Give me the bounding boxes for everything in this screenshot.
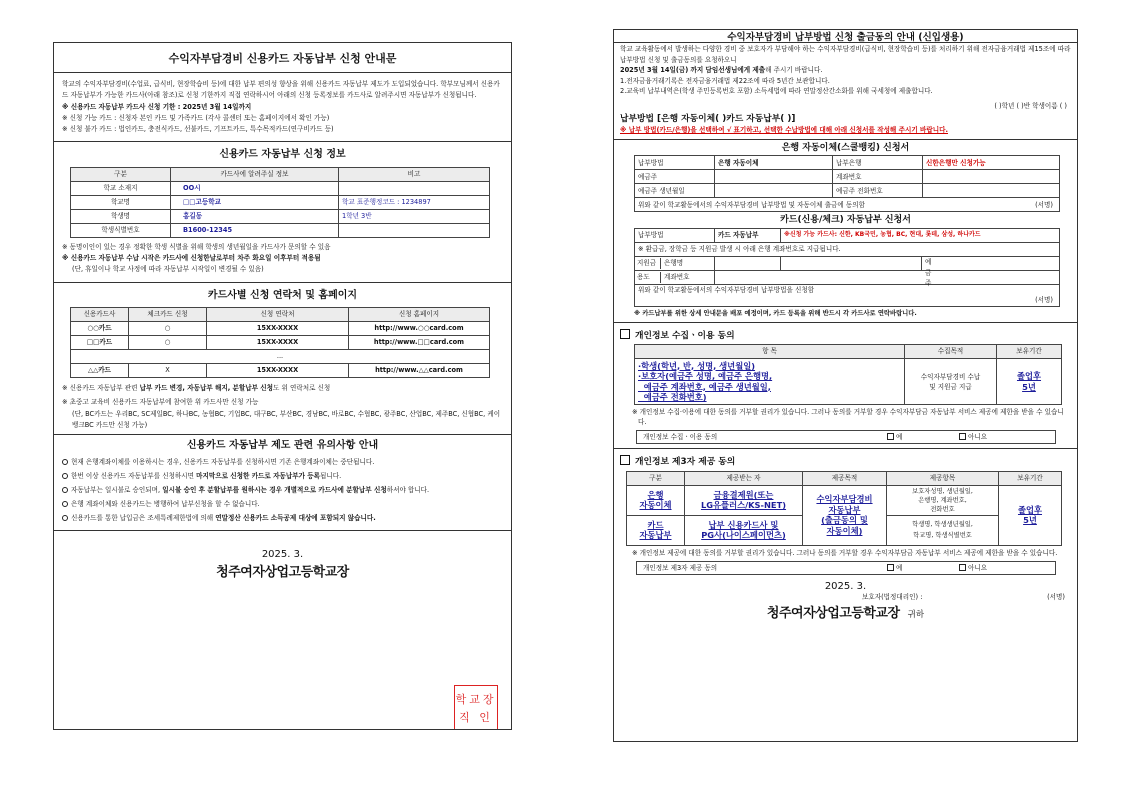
text: 위와 같이 학교활동에서의 수익자부담경비 납부방법을 신청함	[638, 285, 815, 294]
contact-cell: ○	[129, 321, 207, 335]
text: 개인정보 수집ㆍ이용 동의	[635, 330, 735, 341]
bank-label: 예금주 생년월일	[635, 184, 715, 198]
third-header: 제공항목	[887, 471, 999, 485]
privacy-agree-row	[636, 430, 1056, 444]
contact-note3: (단, BC카드는 우리BC, SC제일BC, 하나BC, 농협BC, 기업BC, 대구BC, 부산BC, 경남BC, 바로BC, 수협BC, 광주BC, 산업BC, 제주BC, 신협BC, 케이뱅크BC 카드만 신청 가능)	[72, 409, 501, 429]
table-row	[635, 228, 1060, 242]
text: 됩니다.	[319, 472, 342, 481]
card-label	[635, 270, 715, 284]
third-items: 보호자성명, 생년월일, 은행명, 계좌번호, 전화번호	[887, 485, 999, 515]
guardian-sign[interactable]: (서명)	[1047, 593, 1065, 602]
third-items: 학생명, 학생생년월일, 학교명, 학생식별번호	[887, 515, 999, 545]
contact-link: http://www.□□card.com	[349, 335, 490, 349]
table-row	[635, 198, 1060, 212]
bullet-circle-icon	[62, 473, 68, 479]
left-card-no: ※ 신청 불가 카드 : 법인카드, 충전식카드, 선불카드, 기프트카드, 특수목적카드(연구비카드 등)	[62, 125, 334, 134]
info-note3: (단, 휴일이나 학교 사정에 따라 자동납부 시작일이 변경될 수 있음)	[72, 265, 264, 274]
left-intro: 학교의 수익자부담경비(수업료, 급식비, 현장학습비 등)에 대한 납부 편의성 향상을 위해 신용카드 자동납부 제도가 도입되었습니다. 학부모님께서 신용카드 자동납부가 가능한 카드사(아래 참조)로 신청 기한까지 직접 연락하시어 아래의 신청 등록정보를 카드사로 알려주시면 자동납부가 신청됩니다.	[62, 80, 500, 100]
table-row	[71, 223, 490, 237]
caution-item	[62, 497, 503, 511]
contact-link: http://www.△△card.com	[349, 363, 490, 377]
info-note: 1학년 3반	[339, 209, 490, 223]
contact-title: 카드사별 신청 연락처 및 홈페이지	[207, 289, 358, 301]
third-kind: 카드 자동납부	[627, 515, 685, 545]
text: 개인정보 제3자 제공 동의	[635, 457, 736, 468]
caution-item	[62, 469, 503, 483]
text: 아니요	[968, 563, 988, 572]
contact-cell: 15XX-XXXX	[207, 321, 349, 335]
text: 은행명	[664, 259, 684, 268]
text: 예금주	[921, 257, 931, 270]
honorific: 귀하	[907, 610, 925, 621]
text: 용도	[635, 272, 661, 283]
third-header: 제공받는 자	[685, 471, 803, 485]
bank-value: 신한은행만 신청가능	[923, 156, 1060, 170]
right-principal-line	[620, 606, 1071, 622]
info-label: 학교 소재지	[71, 181, 171, 195]
third-table	[626, 471, 1062, 546]
card-holder-field[interactable]	[781, 256, 1060, 270]
third-header: 보유기간	[999, 471, 1062, 485]
text: 일시불 승인 후 분할납부를 원하시는 경우 개별적으로 카드사에 분할납부 신청	[162, 486, 387, 495]
contact-link: http://www.○○card.com	[349, 321, 490, 335]
privacy-items: ·학생(학년, 반, 성명, 생년월일) ·보호자(예금주 성명, 예금주 은행명, 예금주 계좌번호, 예금주 생년월일, 예금주 전화번호)	[635, 359, 905, 405]
contact-cell: 15XX-XXXX	[207, 335, 349, 349]
bullet-circle-icon	[62, 487, 68, 493]
table-row	[71, 363, 490, 377]
privacy-period: 졸업후 5년	[997, 359, 1062, 405]
privacy-yes-option[interactable]	[887, 431, 902, 443]
table-row	[627, 485, 1062, 515]
card-bottom-note: ※ 카드납부를 위한 상세 안내문을 배포 예정이며, 카드 등록을 위해 반드시 각 카드사로 연락바랍니다.	[634, 309, 917, 317]
third-header: 구분	[627, 471, 685, 485]
card-bank-field[interactable]	[715, 256, 932, 288]
info-label: 학교명	[71, 195, 171, 209]
third-note: ※ 개인정보 제공에 대한 동의를 거부할 권리가 있습니다. 그러나 동의를 거부할 경우 수익자부담금 자동납부 서비스 제공에 제한을 받을 수 있습니다.	[632, 548, 1058, 557]
third-no-option[interactable]	[959, 562, 987, 574]
third-purpose: 수익자부담경비 자동납부 (출금동의 및 자동이체)	[803, 485, 887, 545]
text: 지원금	[635, 258, 661, 269]
text: 해 주시기 바랍니다.	[765, 66, 823, 75]
right-page	[613, 29, 1078, 742]
left-date: 2025. 3.	[261, 549, 304, 561]
table-row	[635, 242, 1060, 256]
contact-cell: □□카드	[71, 335, 129, 349]
method-warning: ※ 납부 방법(카드/은행)을 선택하여 √ 표기하고, 선택한 수납방법에 대해 아래 신청서를 작성해 주시기 바랍니다.	[620, 126, 948, 135]
privacy-note: ※ 개인정보 수집·이용에 대한 동의를 거부할 권리가 있습니다. 그러나 동의를 거부할 경우 수익자부담금 자동납부 서비스 제공에 제한을 받을 수 있습니다.	[632, 408, 1064, 427]
third-to: 금융결제원(또는 LG유플러스/KS-NET)	[685, 485, 803, 515]
table-row	[635, 359, 1062, 405]
text: 개인정보 제3자 제공 동의	[643, 563, 718, 572]
third-agree-row	[636, 561, 1056, 575]
text: ※ 신용카드 자동납부 관련	[62, 383, 140, 392]
text: 예	[896, 433, 903, 442]
bank-label: 예금주 전화번호	[833, 184, 923, 198]
contact-cell: ○○카드	[71, 321, 129, 335]
privacy-section-title	[620, 329, 1071, 342]
caution-title: 신용카드 자동납부 제도 관련 유의사항 안내	[186, 440, 379, 452]
info-value: B1600-12345	[171, 223, 339, 237]
text: 납부 카드 변경, 자동납부 해지, 분할납부 신청	[139, 383, 274, 392]
info-header: 카드사에 알려주실 정보	[171, 167, 339, 181]
table-row	[71, 209, 490, 223]
info-value: OO시	[171, 181, 339, 195]
right-intro4: 2.교육비 납부내역은(학생 주민등록번호 포함) 소득세법에 따라 연말정산간소화를 위해 국세청에 제출합니다.	[620, 87, 933, 96]
privacy-header: 수집목적	[905, 345, 997, 359]
table-row	[635, 284, 1060, 306]
table-row	[71, 181, 490, 195]
text: 위와 같이 학교활동에서의 수익자부담경비 납부방법 및 자동이체 출금에 동의함	[638, 200, 865, 209]
privacy-header: 항 목	[635, 345, 905, 359]
caution-list	[62, 455, 503, 525]
text: 개인정보 수집ㆍ이용 동의	[643, 433, 718, 442]
contact-cell: ○	[129, 335, 207, 349]
checkbox-icon	[959, 433, 966, 440]
card-table	[634, 228, 1060, 307]
caution-item	[62, 511, 503, 525]
info-label: 학생식별번호	[71, 223, 171, 237]
text: 하셔야 합니다.	[386, 486, 430, 495]
right-intro3: 1.전자금융거래기록은 전자금융거래법 제22조에 따라 5년간 보관합니다.	[620, 76, 830, 85]
bank-value: 은행 자동이체	[715, 156, 833, 170]
text: 신용카드를 통한 납입금은 조세특례제한법에 의해	[71, 514, 216, 523]
card-note: ※신청 가능 카드사: 신한, KB국민, 농협, BC, 현대, 롯데, 삼성, 하나카드	[781, 228, 1060, 242]
right-date: 2025. 3.	[824, 580, 867, 592]
bank-holder-field[interactable]	[715, 170, 833, 184]
table-row	[71, 321, 490, 335]
info-label: 학생명	[71, 209, 171, 223]
school-seal-icon	[454, 685, 498, 730]
guardian-line	[620, 592, 1071, 604]
info-value: □□고등학교	[171, 195, 339, 209]
table-row	[635, 270, 1060, 284]
card-label: 납부방법	[635, 228, 715, 242]
privacy-header: 보유기간	[997, 345, 1062, 359]
info-table	[70, 167, 490, 238]
contact-note2: ※ 초중고 교육비 신용카드 자동납부에 참여한 위 카드사만 신청 가능	[62, 398, 259, 407]
card-refund-note: ※ 환급금, 장학금 등 지원금 발생 시 아래 은행 계좌번호로 지급됩니다.	[635, 242, 1060, 256]
checkbox-icon	[620, 455, 630, 465]
contact-header: 신청 홈페이지	[349, 307, 490, 321]
text: 2025년 3월 14일(금) 까지 담임선생님에게 제출	[620, 66, 766, 75]
contact-header: 신용카드사	[71, 307, 129, 321]
bank-label: 납부방법	[635, 156, 715, 170]
bank-sign[interactable]: (서명)	[1035, 200, 1053, 209]
card-title: 카드(신용/체크) 자동납부 신청서	[780, 215, 911, 226]
contact-cell: △△카드	[71, 363, 129, 377]
checkbox-icon	[620, 329, 630, 339]
left-title: 수익자부담경비 신용카드 자동납부 신청 안내문	[54, 43, 511, 73]
info-note	[339, 181, 490, 195]
left-body	[54, 73, 511, 578]
third-period: 졸업후 5년	[999, 485, 1062, 545]
bullet-circle-icon	[62, 515, 68, 521]
left-card-ok: ※ 신청 가능 카드 : 신청자 본인 카드 및 가족카드 (각사 콜센터 또는 홈페이지에서 확인 가능)	[62, 113, 330, 122]
table-row	[71, 335, 490, 349]
caution-item	[62, 483, 503, 497]
third-section-title	[620, 455, 1071, 468]
text: 마지막으로 신청한 카드로 자동납부가 등록	[196, 472, 320, 481]
method-line: 납부방법 [은행 자동이체( )카드 자동납부( )]	[620, 113, 796, 124]
table-row	[635, 156, 1060, 170]
info-note2: ※ 신용카드 자동납부 수납 시작은 카드사에 신청한날로부터 차주 화요일 이후부터 적용됨	[62, 254, 321, 263]
bank-account-field[interactable]	[923, 170, 1060, 184]
privacy-no-option[interactable]	[959, 431, 987, 443]
right-title: 수익자부담경비 납부방법 신청 출금동의 안내 (신입생용)	[614, 30, 1077, 43]
bank-table	[634, 155, 1060, 212]
text: 예	[896, 563, 903, 572]
grade-line: ( )학년 ( )반 학생이름 ( )	[994, 101, 1067, 110]
svg-text:직 인: 직 인	[459, 711, 493, 724]
text: 한번 이상 신용카드 자동납부를 신청하시면	[71, 472, 197, 481]
third-kind: 은행 자동이체	[627, 485, 685, 515]
table-row	[635, 256, 1060, 270]
checkbox-icon	[959, 564, 966, 571]
table-row	[71, 349, 490, 363]
right-intro2	[620, 65, 1071, 76]
third-yes-option[interactable]	[887, 562, 902, 574]
contact-cell: X	[129, 363, 207, 377]
text: 자동납부는 일시불로 승인되며,	[71, 486, 163, 495]
contact-ellipsis: ...	[71, 349, 490, 363]
card-account-field[interactable]	[715, 270, 1060, 284]
info-note: 학교 표준행정코드 : 1234897	[339, 195, 490, 209]
bank-birth-field[interactable]	[715, 184, 833, 198]
table-row	[635, 184, 1060, 198]
bullet-circle-icon	[62, 501, 68, 507]
privacy-table	[634, 344, 1062, 405]
contact-header: 신청 연락처	[207, 307, 349, 321]
contact-note1	[62, 383, 503, 394]
card-value: 카드 자동납부	[715, 228, 781, 242]
bank-title: 은행 자동이체(스쿨뱅킹) 신청서	[781, 142, 910, 153]
contact-cell: 15XX-XXXX	[207, 363, 349, 377]
left-deadline: ※ 신용카드 자동납부 카드사 신청 기한 : 2025년 3월 14일까지	[62, 102, 252, 111]
text: 현재 은행계좌이체를 이용하시는 경우, 신용카드 자동납부를 신청하시면 기존 은행계좌이체는 중단됩니다.	[71, 458, 375, 467]
left-page	[53, 42, 512, 730]
bank-label: 납부은행	[833, 156, 923, 170]
contact-table	[70, 307, 490, 378]
privacy-purpose: 수익자부담경비 수납 및 지원금 지급	[905, 359, 997, 405]
info-note	[339, 223, 490, 237]
bank-phone-field[interactable]	[923, 184, 1060, 198]
bullet-circle-icon	[62, 459, 68, 465]
table-row	[635, 170, 1060, 184]
text: 계좌번호	[664, 273, 690, 282]
guardian-label: 보호자(법정대리인) :	[862, 593, 923, 602]
card-sign[interactable]: (서명)	[1035, 296, 1053, 305]
card-label	[635, 256, 715, 270]
info-note1: ※ 동명이인이 있는 경우 정확한 학생 식별을 위해 학생의 생년월일을 카드사가 문의할 수 있음	[62, 242, 331, 251]
bank-label: 계좌번호	[833, 170, 923, 184]
checkbox-icon	[887, 433, 894, 440]
text: 연말정산 신용카드 소득공제 대상에 포함되지 않습니다.	[215, 514, 376, 523]
card-consent	[635, 284, 1060, 306]
bank-label: 예금주	[635, 170, 715, 184]
table-row	[71, 195, 490, 209]
info-value: 홍길동	[171, 209, 339, 223]
text: 도 위 연락처로 신청	[273, 383, 331, 392]
info-header: 비고	[339, 167, 490, 181]
right-principal: 청주여자상업고등학교장	[766, 606, 900, 622]
info-header: 구분	[71, 167, 171, 181]
caution-item	[62, 455, 503, 469]
checkbox-icon	[887, 564, 894, 571]
third-header: 제공목적	[803, 471, 887, 485]
svg-text:학교장: 학교장	[456, 693, 496, 706]
text: 아니요	[968, 433, 988, 442]
right-intro1: 학교 교육활동에서 발생하는 다양한 경비 중 보호자가 부담해야 하는 수익자부담경비(급식비, 현장학습비 등)를 처리하기 위해 전자금융거래법 제15조에 따라 납부방법 신청 및 출금동의를 요청하오니	[620, 45, 1071, 64]
bank-consent	[635, 198, 1060, 212]
left-principal: 청주여자상업고등학교장	[216, 564, 349, 580]
contact-header: 체크카드 신청	[129, 307, 207, 321]
info-title: 신용카드 자동납부 신청 정보	[219, 149, 346, 161]
third-to: 납부 신용카드사 및 PG사(나이스페이먼츠)	[685, 515, 803, 545]
text: 은행 계좌이체와 신용카드는 병행하여 납부신청을 할 수 없습니다.	[71, 500, 260, 509]
